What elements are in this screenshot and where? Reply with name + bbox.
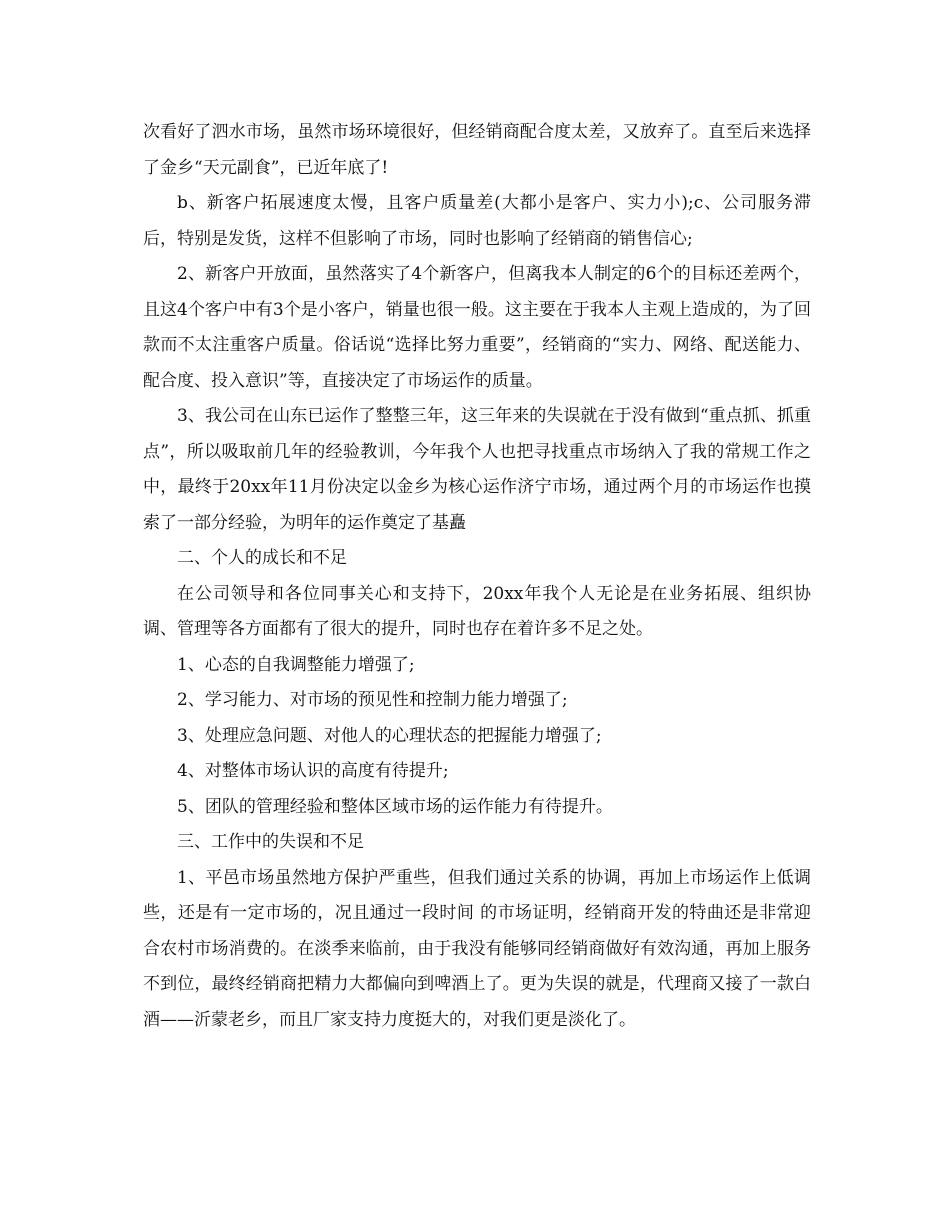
- paragraph-point-3: 3、我公司在山东已运作了整整三年，这三年来的失误就在于没有做到“重点抓、抓重点”，所以吸取前几年的经验教训，今年我个人也把寻找重点市场纳入了我的常规工作之中，最终于20xx年11月份决定以金乡为核心运作济宁市场，通过两个月的市场运作也摸索了一部分经验，为明年的运作奠定了基矗: [143, 406, 811, 533]
- list-item-2: 2、学习能力、对市场的预见性和控制力能力增强了;: [177, 690, 568, 710]
- list-item-1: 1、心态的自我调整能力增强了;: [177, 654, 415, 675]
- section-heading-mistakes: 三、工作中的失误和不足: [177, 832, 364, 852]
- list-item-3: 3、处理应急问题、对他人的心理状态的把握能力增强了;: [177, 725, 602, 746]
- list-item-4: 4、对整体市场认识的高度有待提升;: [177, 761, 449, 781]
- paragraph-point-2: 2、新客户开放面，虽然落实了4个新客户，但离我本人制定的6个的目标还差两个，且这4个客户中有3个是小客户，销量也很一般。这主要在于我本人主观上造成的，为了回款而不太注重客户质量。俗话说“选择比努力重要”，经销商的“实力、网络、配送能力、配合度、投入意识”等，直接决定了市场运作的质量。: [143, 264, 811, 391]
- paragraph-growth-intro: 在公司领导和各位同事关心和支持下，20xx年我个人无论是在业务拓展、组织协调、管理等各方面都有了很大的提升，同时也存在着许多不足之处。: [143, 583, 811, 639]
- paragraph-b-c: b、新客户拓展速度太慢，且客户质量差(大都小是客户、实力小);c、公司服务滞后，特别是发货，这样不但影响了市场，同时也影响了经销商的销售信心;: [143, 193, 811, 249]
- list-item-5: 5、团队的管理经验和整体区域市场的运作能力有待提升。: [177, 796, 613, 817]
- paragraph-mistake-1: 1、平邑市场虽然地方保护严重些，但我们通过关系的协调，再加上市场运作上低调些，还是有一定市场的，况且通过一段时间 的市场证明，经销商开发的特曲还是非常迎合农村市场消费的。在淡季来临前，由于我没有能够同经销商做好有效沟通，再加上服务不到位，最终经销商把精力大都偏向到啤酒上了。更为失误的就是，代理商又接了一款白酒——沂蒙老乡，而且厂家支持力度挺大的，对我们更是淡化了。: [143, 867, 811, 1030]
- section-heading-growth: 二、个人的成长和不足: [177, 548, 347, 568]
- paragraph-continuation: 次看好了泗水市场，虽然市场环境很好，但经销商配合度太差，又放弃了。直至后来选择了金乡“天元副食”，已近年底了!: [143, 122, 811, 178]
- document-body: [143, 115, 811, 1038]
